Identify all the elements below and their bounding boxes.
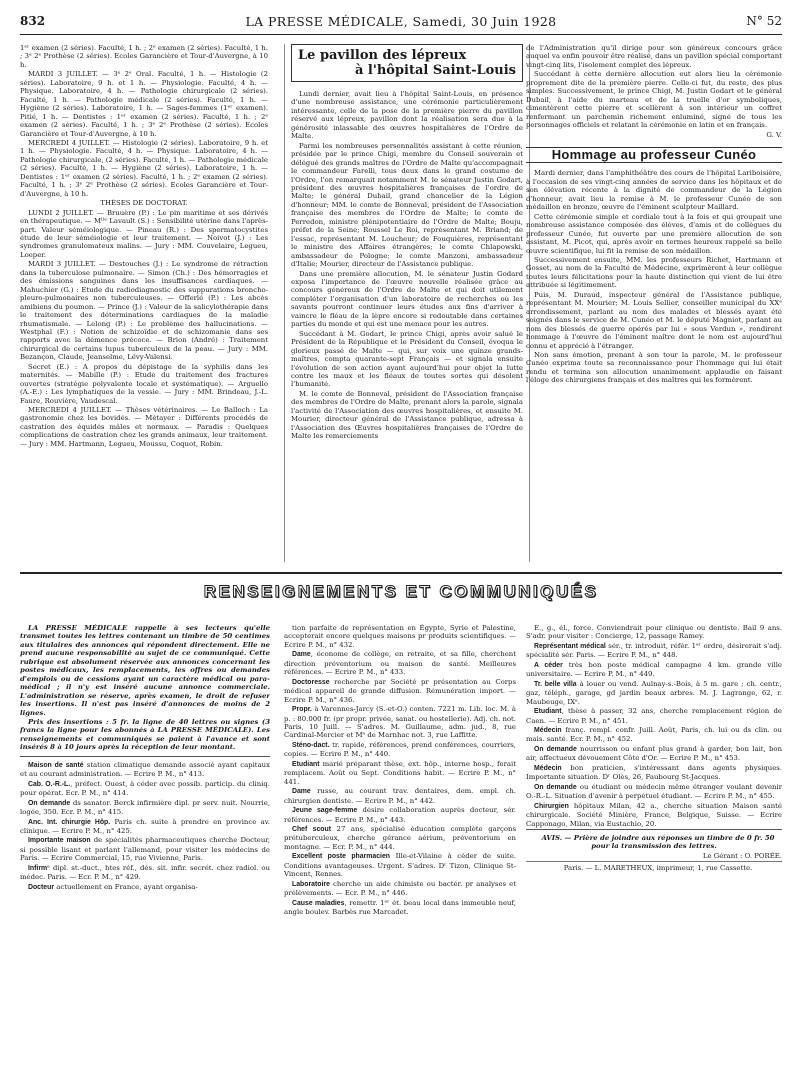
paragraph: de l'Administration qu'il dirige pour son généreux concours grâce auquel va enfin pouvoir être réalisé, dans un pavillon spécial comportant vingt-cinq lits, l'isolement complet des lépreux. [526, 44, 782, 69]
paragraph: Non sans émotion, prenant à son tour la parole, M. le professeur Cunéo exprima toute sa reconnaissance pour l'hommage qui lui était rendu et termina son allocution unanimement applaudie en faisant l'éloge des chirurgiens français et des maîtres qui les formèrent. [526, 350, 782, 385]
gerant-line: Le Gérant : O. PORÉE. [702, 851, 782, 860]
ad-lead: Sténo-dact. [292, 741, 330, 749]
classified-ad [526, 707, 782, 725]
classified-ad [526, 661, 782, 679]
ad-text: de spécialités pharmaceutiques cherche Docteur, si possible lisant et parlant l'allemand, pour visiter les médecins de Paris. — Ecrire Commercial, 15, rue Vivienne, Paris. [20, 836, 270, 863]
ad-text: Paris ch. suite à prendre en province av. clinique. — Ecrire P. M., n° 425. [20, 817, 270, 835]
classified-ad [20, 864, 270, 882]
ad-lead: Infirm [28, 864, 48, 872]
paragraph: MERCREDI 4 JUILLET. — Histologie (2 séries). Laboratoire, 9 h. et 1 h. — Physiologie. Faculté, 4 h. — Physique. Laboratoire, 4 h. — Pathologie chirurgicale, (2 séries). Faculté, 1 h. — Pathologie médicale (2 séries). Faculté, 1 h. — Hygiène (2 séries). Laboratoire, 1 h. — Dentistes : 1ᵉʳ examen (2 séries). Faculté, 1 h. ; 2ᵉ examen (2 séries). Faculté, 1 h. ; 3ᵉ 2ᵉ Prothèse (2 séries). Ecoles Garancière et Tour-d'Auvergne, à 10 h. [20, 138, 268, 198]
classifieds-banner: RENSEIGNEMENTS ET COMMUNIQUÉS [203, 582, 599, 601]
article-title-line2: à l'hôpital Saint-Louis [354, 63, 516, 78]
ad-text: ou étudiant ou médecin même étranger voulant devenir O.-R.-L. Situation d'avenir à perpétuel étudiant. — Ecrire P. M., n° 455. [526, 782, 782, 801]
article-heading: Hommage au professeur Cunéo [526, 147, 782, 163]
paragraph: Successivement ensuite, MM. les professeurs Richet, Hartmann et Gosset, au nom de la Faculté de Médecine, exprimèrent à leur collègue toutes leurs félicitations pour la haute distinction qui vient de lui être attribuée si légitimement. [526, 255, 782, 290]
ad-text: Ille-et-Vilaine à céder de suite. Conditions avantageuses. Urgent. S'adres. Dʳ Tizon, Clinique St-Vincent, Rennes. [284, 852, 516, 879]
ad-lead: Chirurgien [534, 802, 569, 810]
ad-lead: Jeune sage-femme [292, 807, 358, 815]
page-header [20, 14, 782, 35]
classified-ad [284, 760, 516, 786]
ad-lead: Importante maison [28, 837, 91, 845]
classified-ad [284, 678, 516, 704]
ad-list [284, 624, 516, 917]
author-signature: G. V. [766, 130, 782, 139]
paragraph: Mardi dernier, dans l'amphithéâtre des cours de l'hôpital Lariboisière, à l'occasion de ses vingt-cinq années de service dans les hôpitaux et de son élévation récente à la dignité de commandeur de la Légion d'honneur, avait lieu la remise à M. le professeur Cunéo de son médaillon en bronze, œuvre de l'éminent sculpteur Maillard. [526, 169, 782, 212]
paragraph: 1ᵉʳ examen (2 séries). Faculté, 1 h. ; 2ᵉ examen (2 séries). Faculté, 1 h. ; 3ᵉ 2ᵉ Prothèse (2 séries). Ecoles Garancière et Tour-d'Auvergne, à 10 h. [20, 44, 268, 69]
classified-ad [526, 745, 782, 763]
ad-text: ds sanator. Berck infirmière dipl. pr serv. nuit. Nourrie, logée, 350. Ecr. P. M., n° 415. [20, 798, 270, 817]
ad-lead: Etudiant [534, 708, 562, 716]
ad-lead: Tr. belle villa [534, 680, 577, 688]
ad-text: hôpitaux Milan, 42 a., cherche situation Maison santé chirurgicale. Société Minière, France, Belgique, Suisse. — Ecrire Capponago, Milan, via Eustachio, 20. [526, 801, 782, 828]
ad-lead: On demande [534, 783, 577, 791]
ad-text: sér., tr. introduit, référ. 1ᵉʳ ordre, désirerait s'adj. spécialité sér. Paris. — Ecrire P. M., n° 448. [526, 641, 782, 660]
ad-lead: Dame [292, 788, 311, 796]
ad-text: bon praticien, s'intéressant dans agents physiques. Importante situation. Dʳ Olès, 26, Faubourg St-Jacques. [526, 763, 782, 782]
classified-ad [526, 642, 782, 660]
ad-lead: On demande [28, 799, 71, 807]
classified-ad [526, 624, 782, 641]
paragraph: Secret (E.) : A propos du dépistage de la syphilis dans les maternités. — Mabille (P.) : Etude du traitement des fractures ouvertes (stratégie polyvalente locale et systématique). — Arguello (A.-E.) : Les lymphatiques de la vessie. — Jury : MM. Brindeau, J.-L. Faure, Rouvière, Vaudescal. [20, 362, 268, 405]
page-number: 832 [20, 14, 46, 28]
section-divider [20, 572, 782, 574]
ad-text: nourrisson ou enfant plus grand à garder, bon lait, bon air, affectueux dévouement Côte d'Or. — Ecrire P. M., n° 453. [526, 744, 782, 763]
ad-text: E., g., él., force. Conviendrait pour clinique ou dentiste. Bail 9 ans. S'adr. pour visiter : Concierge, 12, passage Ramey. [526, 624, 782, 641]
ad-lead: Représentant médical [534, 642, 606, 650]
classified-ad [284, 741, 516, 759]
classified-ad [20, 761, 270, 779]
ad-text: franç. rempl. confr. Juill. Août, Paris, ch. lui ou ds clin. ou mais. santé. Ecr. P. M., n° 452. [526, 725, 782, 744]
ad-lead: Etudiant [292, 760, 320, 768]
ad-lead: Médecin [534, 764, 562, 772]
ad-text: à louer ou vend. Aulnay-s.-Bois, à 5 m. gare ; ch. centr., gaz, téléph., garage, gd jardin beaux arbres. M. J. Lagrange, 62, r. Maubeuge, IXᵉ. [526, 679, 782, 706]
right-article-column [526, 44, 782, 562]
ad-list [526, 624, 782, 828]
ad-text: tion parfaite de représentation en Égypte, Syrie et Palestine, accepterait encore quelques maisons pr produits scientifiques. — Ecrire P. M., n° 432. [284, 624, 516, 649]
ad-lead: Cab. O.-R.-L. [28, 780, 71, 788]
ad-lead: Propr. [292, 706, 312, 714]
ad-lead: Excellent poste pharmacien [292, 853, 391, 861]
classified-ad [526, 680, 782, 706]
classified-ad [284, 880, 516, 898]
ad-text: cherche un aide chimiste ou bactér. pr analyses et prélèvements. — Ecr. P. M., n° 446. [284, 879, 516, 898]
paragraph: Cette cérémonie simple et cordiale tout à la fois et qui groupait une nombreuse assistance composée des élèves, d'amis et de collègues du professeur Cunéo, fut ouverte par une première allocution de son assistant, M. Picot, qui, après avoir en termes heureux rappelé sa belle œuvre scientifique, lui fit la remise de son médaillon. [526, 212, 782, 255]
classified-ad [526, 764, 782, 782]
ad-text: actuellement en France, ayant organisa- [54, 882, 198, 891]
issue-number: N° 52 [746, 14, 782, 28]
ad-text: 27 ans, spécialisé éducation complète garçons prétuberculeux, cherche gérance aérium, préventorium en montagne. — Ecr. P. M., n° 444. [284, 824, 516, 851]
classified-ad [284, 650, 516, 676]
ad-lead: A céder [534, 661, 563, 669]
publication-title: LA PRESSE MÉDICALE, Samedi, 30 Juin 1928 [245, 14, 557, 29]
article-title-line1: Le pavillon des lépreux [298, 48, 467, 63]
classified-ad [526, 802, 782, 828]
ad-text: , préfect. Ouest, à céder avec possib. particip. du cliniq. pour opérat. Ecr. P. M., n° 414. [20, 779, 270, 798]
classifieds-column-2 [284, 624, 516, 1064]
classified-ad [20, 780, 270, 798]
classified-ad [20, 799, 270, 817]
paragraph: MARDI 3 JUILLET. — Destouches (J.) : Le syndrome de rétraction dans la tuberculose pulmonaire. — Simon (Ch.) : Des hémorragies et des émissions sanguines dans les insuffisances cardiaques. — Mahuchier (G.) : Etude du radiodiagnostic des suppurations broncho-pleuro-pulmonaires non tuberculeuses. — Offerlé (P.) : Les abcès amibiens du poumon. — Prince (J.) : Valeur de la salicylothérapie dans le traitement des déterminations cardiaques de la maladie rhumatismale. — Lelong (P.) : Le problème des hallucinations. — Westphal (F.) : Notion de schizoïdie et de schizomanie dans ses rapports avec la démence précoce. — Brion (André) : Traitement chirurgical de certains lupus tuberculeux de la peau. — Jury : MM. Bezançon, Claude, Jeanselme, Lévy-Valensi. [20, 260, 268, 362]
classified-ad [284, 705, 516, 740]
ad-text: recherche par Société pr présentation au Corps médical appareil de grande diffusion. Rémunération import. — Ecrire P. M., n° 436. [284, 677, 516, 704]
ad-text: très bon poste médical campagne 4 km. grande ville universitaire. — Ecrire P. M., n° 449. [526, 660, 782, 679]
classified-ad [284, 825, 516, 851]
paragraph: M. le comte de Bonneval, président de l'Association française des membres de l'Ordre de Malte, prenant alors la parole, signala l'activité de l'Association des œuvres hospitalières, et ensuite M. Mourier, directeur général de l'Assistance publique, adressa à l'Association des Œuvres hospitalières françaises de l'Ordre de Malte les remerciements [291, 389, 523, 441]
paragraph: Dans une première allocution, M. le sénateur Justin Godard exposa l'importance de l'œuvre nouvelle réalisée grâce au concours généreux de l'Ordre de Malte et qui doit utilement compléter l'organisation d'un laboratoire de recherches où les savants pourront continuer leurs études aux fins d'arriver à vaincre le fléau de la lèpre encore si redoutable dans certaines parties du monde et qui est une menace pour les autres. [291, 269, 523, 329]
classified-ad [284, 852, 516, 878]
paragraph: MERCREDI 4 JUILLET. — Thèses vétérinaires. — Le Balloch : La gastronomie chez les bovidés. — Métayer : Différents procédés de castration des équidés mâles et normaux. — Paradis : Quelques complications de castration chez les grands animaux, leur traitement. — Jury : MM. Hartmann, Legueu, Moussu, Coquot, Robin. [20, 406, 268, 448]
paragraph: Lundi dernier, avait lieu à l'hôpital Saint-Louis, en présence d'une nombreuse assistance, une cérémonie particulièrement intéressante, celle de la pose de la première pierre du pavillon réservé aux lépreux, pavillon dont la réalisation sera due à la générosité inlassable des œuvres hospitalières de l'Ordre de Malte. [291, 90, 523, 141]
paragraph: Parmi les nombreuses personnalités assistant à cette réunion, présidée par le prince Chigi, membre du Conseil souverain et délégué des grands maîtres de l'Ordre de Malte qu'accompagnait le commandeur Farelli, tous deux dans le grand costume de l'Ordre, l'on remarquait notamment M. le sénateur Justin Godart, président des œuvres hospitalières françaises de l'ordre de Malte; le général Dubail, grand chancelier de la Légion d'honneur; MM. le comte de Bonneval, président de l'Association française des membres de l'Ordre de Malte; le comte de Perredon, ministre plénipotentiaire de l'Ordre de Malte; Bouju, préfet de la Seine; Roussel Le Roi, représentant M. Briand; de l'essac, représentant M. Loucheur; de Fouquières, représentant le ministre des Affaires étrangères; le comte Chlapowski, ambassadeur de Pologne; le comte Manzoni, ambassadeur d'Italie; Mourier, directeur de l'Assistance publique. [291, 141, 523, 269]
classified-ad [20, 818, 270, 836]
paragraph: Puis, M. Duraud, inspecteur général de l'Assistance publique, représentant M. Mourier; M. Louis Sellier, conseiller municipal du XXᵉ arrondissement, parlant au nom des malades et blessés ayant été soignés dans le service de M. Cunéo et M. le député Magniot, parlant au nom des blessés de guerre opérés par lui « sous Verdun », rendirent hommage à l'œuvre de l'éminent maître dont le nom est aujourd'hui connu et apprécié à l'étranger. [526, 290, 782, 350]
paragraph: LUNDI 2 JUILLET. — Bruuère (P.) : Le pin maritime et ses dérivés en thérapeutique. — Mˡˡᵉ Lavault (S.) : Sensibilité utérine dans l'après-part. Valeur séméiologique. — Pineau (R.) : Des spermatocystites étude de leur séméiologie et leur traitement. — Noivot (J.) : Les syndromes granulomateux malins. — Jury : MM. Couvelaire, Legueu, Loeper. [20, 208, 268, 259]
section-heading: THÈSES DE DOCTORAT. [100, 199, 188, 208]
article-title-box [291, 44, 523, 82]
classifieds-notice: LA PRESSE MÉDICALE rappelle à ses lecteurs qu'elle transmet toutes les lettres contenant un timbre de 50 centimes aux titulaires des annonces qui répondent directement. Elle ne prend aucune responsabilité au sujet de ce communiqué. Cette rubrique est absolument réservée aux annonces concernant les postes médicaux, les remplacements, les offres ou demandes d'emplois ou de cessions ayant un caractère médical ou para-médical ; il n'y est inséré aucune annonce commerciale. L'administration se réserve, après examen, le droit de refuser les insertions. Il n'est pas inséré d'annonces de moins de 2 lignes. [20, 624, 270, 717]
classifieds-column-3 [526, 624, 782, 1064]
ad-text: russe, au courant trav. dentaires, dem. empl. ch. chirurgien dentiste. — Ecrire P. M., n° 442. [284, 787, 516, 805]
classified-ad [526, 726, 782, 744]
ad-lead: Docteur [28, 883, 55, 891]
ad-text: tr. rapide, références, prend conférences, courriers, copies. — Ecrire P. M., n° 440. [284, 740, 516, 759]
classified-ad [284, 787, 516, 805]
ad-list [20, 761, 270, 892]
ad-text: , économe de collège, en retraite, et sa fille, cherchent direction préventorium ou maison de santé. Meilleures références. — Ecrire P. M., n° 433. [284, 650, 516, 677]
ad-text: station climatique demande associé ayant capitaux et au courant administration. — Ecrire P. M., n° 413. [20, 760, 270, 779]
ad-lead: Laboratoire [292, 880, 330, 888]
leper-pavilion-article [284, 44, 530, 562]
paragraph: MARDI 3 JUILLET. — 3ᵉ 2ᵉ Oral. Faculté, 1 h. — Histologie (2 séries). Laboratoire, 9 h. et 1 h. — Physiologie. Faculté, 4 h. — Physique. Laboratoire, 4 h. — Pathologie chirurgicale (2 séries). Faculté, 1 h. — Pathologie médicale (2 séries). Faculté, 1 h. — Hygiène (2 séries). Laboratoire, 1 h. — Sages-femmes (1ᵉʳ examen). Pitié, 1 h. — Dentistes : 1ᵉʳ examen (2 séries). Faculté, 1 h. ; 2ᵉ examen (2 séries). Faculté, 1 h. ; 3ᵉ 2ᵉ Prothèse (2 séries). Ecoles Garancière et Tour-d'Auvergne, à 10 h. [20, 70, 268, 138]
ad-lead: Anc. Int. chirurgie Hôp. [28, 818, 111, 826]
classified-ad [526, 783, 782, 801]
ad-lead: Chef scout [292, 825, 331, 833]
ad-text: à Varennes-Jarcy (S.-et-O.) conten. 7221 m. Lib. loc. M. à p. : 80.000 fr. (pr propr. privée, sanat. ou hostellerie). Adj. ch. not. Paris, 10 Juill. — S'adres. M. Guillaume, adm. jud., 8, rue Cardinal-Mercier et Mᵉ de Marnhac not. 3, rue Laffitte. [284, 705, 516, 740]
ad-text: marié préparant thèse, ext. hôp., interne hosp., ferait remplacem. Août ou Sept. Conditions habit. — Ecrire P. M., n° 441. [284, 759, 516, 786]
classified-ad [284, 624, 516, 649]
paragraph: Succédant à M. Godart, le prince Chigi, après avoir salué le Président de la République et le Président du Conseil, évoqua le glorieux passé de Malte — qui, sur voix une quinze grands-maîtres, compta quarante-sept Français — et signala ensuite l'évolution de son action ayant aujourd'hui pour objet la lutte contre les maux et les fléaux de toutes sortes qui désolent l'humanité. [291, 329, 523, 389]
ad-lead: Médecin [534, 726, 562, 734]
ad-text: , remettr. 1ᵉʳ ét. beau local dans immeuble neuf, angle boulev. Barbès rue Marcadet. [284, 898, 516, 917]
avis-notice: AVIS. — Prière de joindre aux réponses un timbre de 0 fr. 50 pour la transmission des lettres. [526, 829, 782, 851]
ad-lead: Cause maladies [292, 899, 345, 907]
insertion-prices: Prix des insertions : 5 fr. la ligne de 40 lettres ou signes (3 francs la ligne pour les abonnés à LA PRESSE MÉDICALE). Les renseignements et communiqués se paient à l'avance et sont insérés 8 à 10 jours après la réception de leur montant. [20, 717, 270, 752]
ad-lead: Doctoresse [292, 678, 330, 686]
ad-text: désire collaboration auprès docteur, sér. références. — Ecrire P. M., n° 443. [284, 806, 516, 824]
classified-ad [284, 899, 516, 917]
classified-ad [284, 806, 516, 824]
classified-ad [20, 836, 270, 862]
classifieds-column-1 [20, 624, 270, 1064]
ad-lead: On demande [534, 745, 577, 753]
printer-line: Paris. — L. MARETHEUX, imprimeur, 1, rue Cassette. [526, 861, 782, 872]
exam-schedule-column [20, 44, 268, 562]
classified-ad [20, 883, 270, 892]
ad-lead: Maison de santé [28, 761, 84, 769]
ad-lead: Dame [292, 651, 311, 659]
ad-text: , thèse à passer, 32 ans, cherche remplacement région de Caen. — Ecrire P. M., n° 451. [526, 707, 782, 725]
divider [20, 756, 270, 757]
paragraph: Succédant à cette dernière allocution eut alors lieu la cérémonie proprement dite de la première pierre. Celle-ci fut, du reste, des plus simples. Successivement, le prince Chigi, M. Justin Godart et le général Dubail, à l'aide du marteau et de la truelle d'or symboliques, cimentèrent cette pierre et scellèrent à son intérieur un coffret renfermant un parchemin richement enluminé, signé de tous les personnages officiels et relatant la cérémonie en latin et en français. [526, 70, 782, 130]
ad-text: ᵉ dipl. st.-duct., htes réf., dés. sit. infir. secrét. chez radiol. ou médec. Paris. — Ecr. P. M., n° 429. [20, 863, 270, 882]
